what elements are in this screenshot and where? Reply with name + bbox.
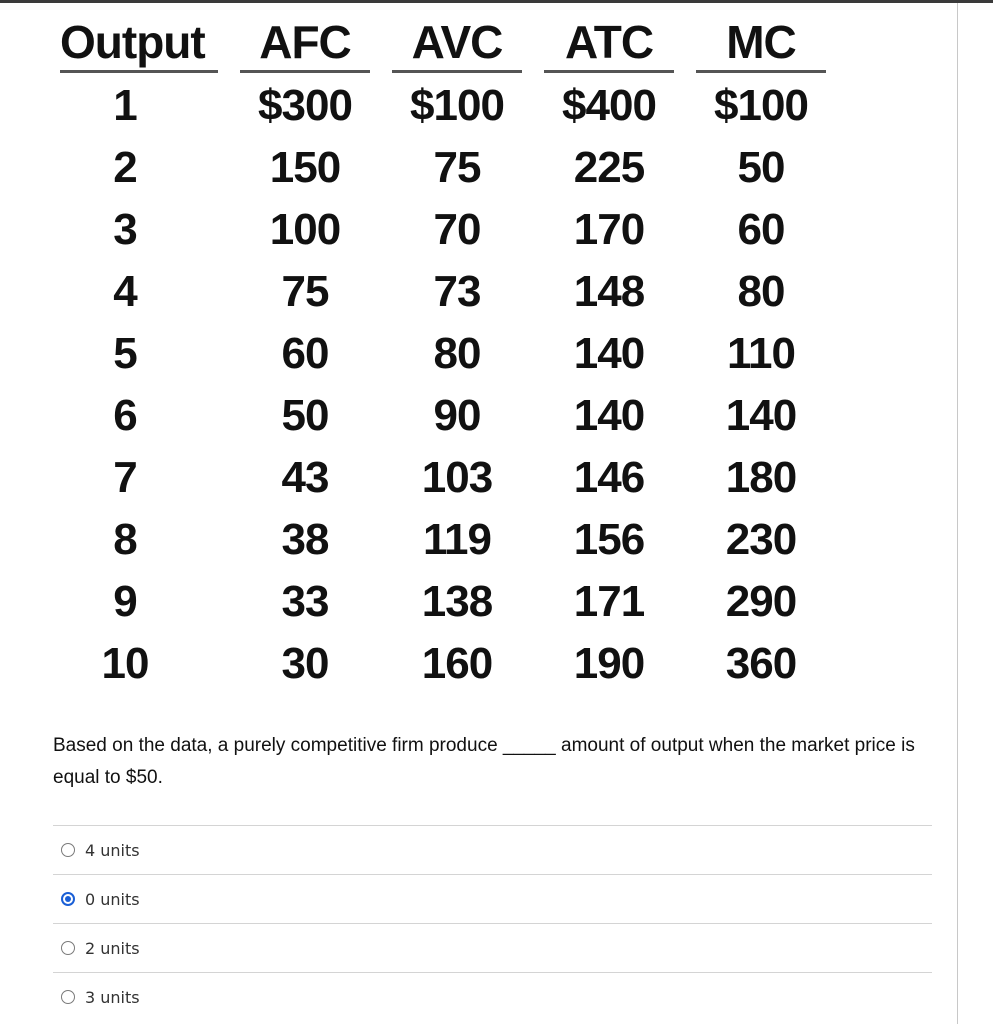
table-cell: 80 [433, 329, 481, 378]
table-cell: 5 [113, 329, 137, 378]
table-cell: 146 [573, 453, 645, 502]
answer-option[interactable] [53, 874, 932, 923]
table-cell: 9 [113, 577, 137, 626]
table-cell: $100 [410, 81, 504, 130]
table-cell: 73 [433, 267, 481, 316]
column-avc [392, 14, 522, 695]
radio-button[interactable] [61, 843, 75, 857]
column-header-afc: AFC [259, 16, 351, 68]
table-cell: $400 [562, 81, 656, 130]
table-cell: 80 [737, 267, 785, 316]
column-header-avc: AVC [411, 16, 503, 68]
column-rule [392, 70, 522, 73]
table-cell: $300 [258, 81, 352, 130]
table-cell: 60 [737, 205, 785, 254]
column-output [60, 14, 205, 695]
table-cell: 6 [113, 391, 137, 440]
table-cell: 2 [113, 143, 137, 192]
column-header-atc: ATC [564, 16, 654, 68]
table-cell: 180 [725, 453, 797, 502]
answer-option[interactable] [53, 972, 932, 1021]
table-cell: 119 [423, 515, 491, 564]
cost-table [60, 14, 830, 694]
table-cell: 360 [725, 639, 797, 688]
table-cell: 3 [113, 205, 137, 254]
table-cell: 190 [573, 639, 645, 688]
table-cell: 1 [113, 81, 137, 130]
table-cell: 10 [101, 639, 149, 688]
table-cell: 170 [573, 205, 645, 254]
column-rule [240, 70, 370, 73]
table-cell: 140 [725, 391, 797, 440]
table-cell: 230 [725, 515, 797, 564]
table-cell: 171 [573, 577, 645, 626]
answer-options [53, 825, 932, 1021]
answer-option[interactable] [53, 825, 932, 874]
table-cell: 38 [281, 515, 329, 564]
table-cell: 225 [573, 143, 645, 192]
table-cell: 30 [281, 639, 329, 688]
column-afc [240, 14, 370, 695]
table-cell: 50 [281, 391, 329, 440]
option-label: 0 units [85, 889, 140, 909]
table-cell: 70 [433, 205, 481, 254]
answer-option[interactable] [53, 923, 932, 972]
option-label: 4 units [85, 840, 140, 860]
radio-button[interactable] [61, 990, 75, 1004]
table-cell: 90 [433, 391, 481, 440]
table-cell: 100 [269, 205, 341, 254]
column-atc [544, 14, 674, 695]
column-header-mc: MC [726, 16, 796, 68]
table-cell: 75 [281, 267, 329, 316]
table-cell: 8 [113, 515, 137, 564]
table-cell: $100 [714, 81, 808, 130]
radio-button[interactable] [61, 892, 75, 906]
table-cell: 148 [573, 267, 645, 316]
column-rule [696, 70, 826, 73]
table-cell: 290 [725, 577, 797, 626]
table-cell: 110 [727, 329, 795, 378]
table-cell: 103 [421, 453, 493, 502]
table-cell: 138 [421, 577, 493, 626]
window-top-border [0, 0, 993, 3]
table-cell: 43 [281, 453, 329, 502]
radio-button[interactable] [61, 941, 75, 955]
table-cell: 150 [269, 143, 341, 192]
table-cell: 4 [113, 267, 137, 316]
option-label: 3 units [85, 987, 140, 1007]
column-mc [696, 14, 826, 695]
table-cell: 140 [573, 329, 645, 378]
table-cell: 160 [421, 639, 493, 688]
column-rule [60, 70, 218, 73]
table-cell: 156 [573, 515, 645, 564]
table-cell: 7 [113, 453, 137, 502]
column-header-output: Output [60, 16, 205, 68]
option-label: 2 units [85, 938, 140, 958]
table-cell: 33 [281, 577, 329, 626]
table-cell: 50 [737, 143, 785, 192]
question-text: Based on the data, a purely competitive firm produce _____ amount of output when the market price is equal to $50. [53, 735, 915, 788]
column-rule [544, 70, 674, 73]
table-cell: 75 [433, 143, 481, 192]
table-cell: 60 [281, 329, 329, 378]
table-cell: 140 [573, 391, 645, 440]
content-right-border [957, 3, 958, 1024]
